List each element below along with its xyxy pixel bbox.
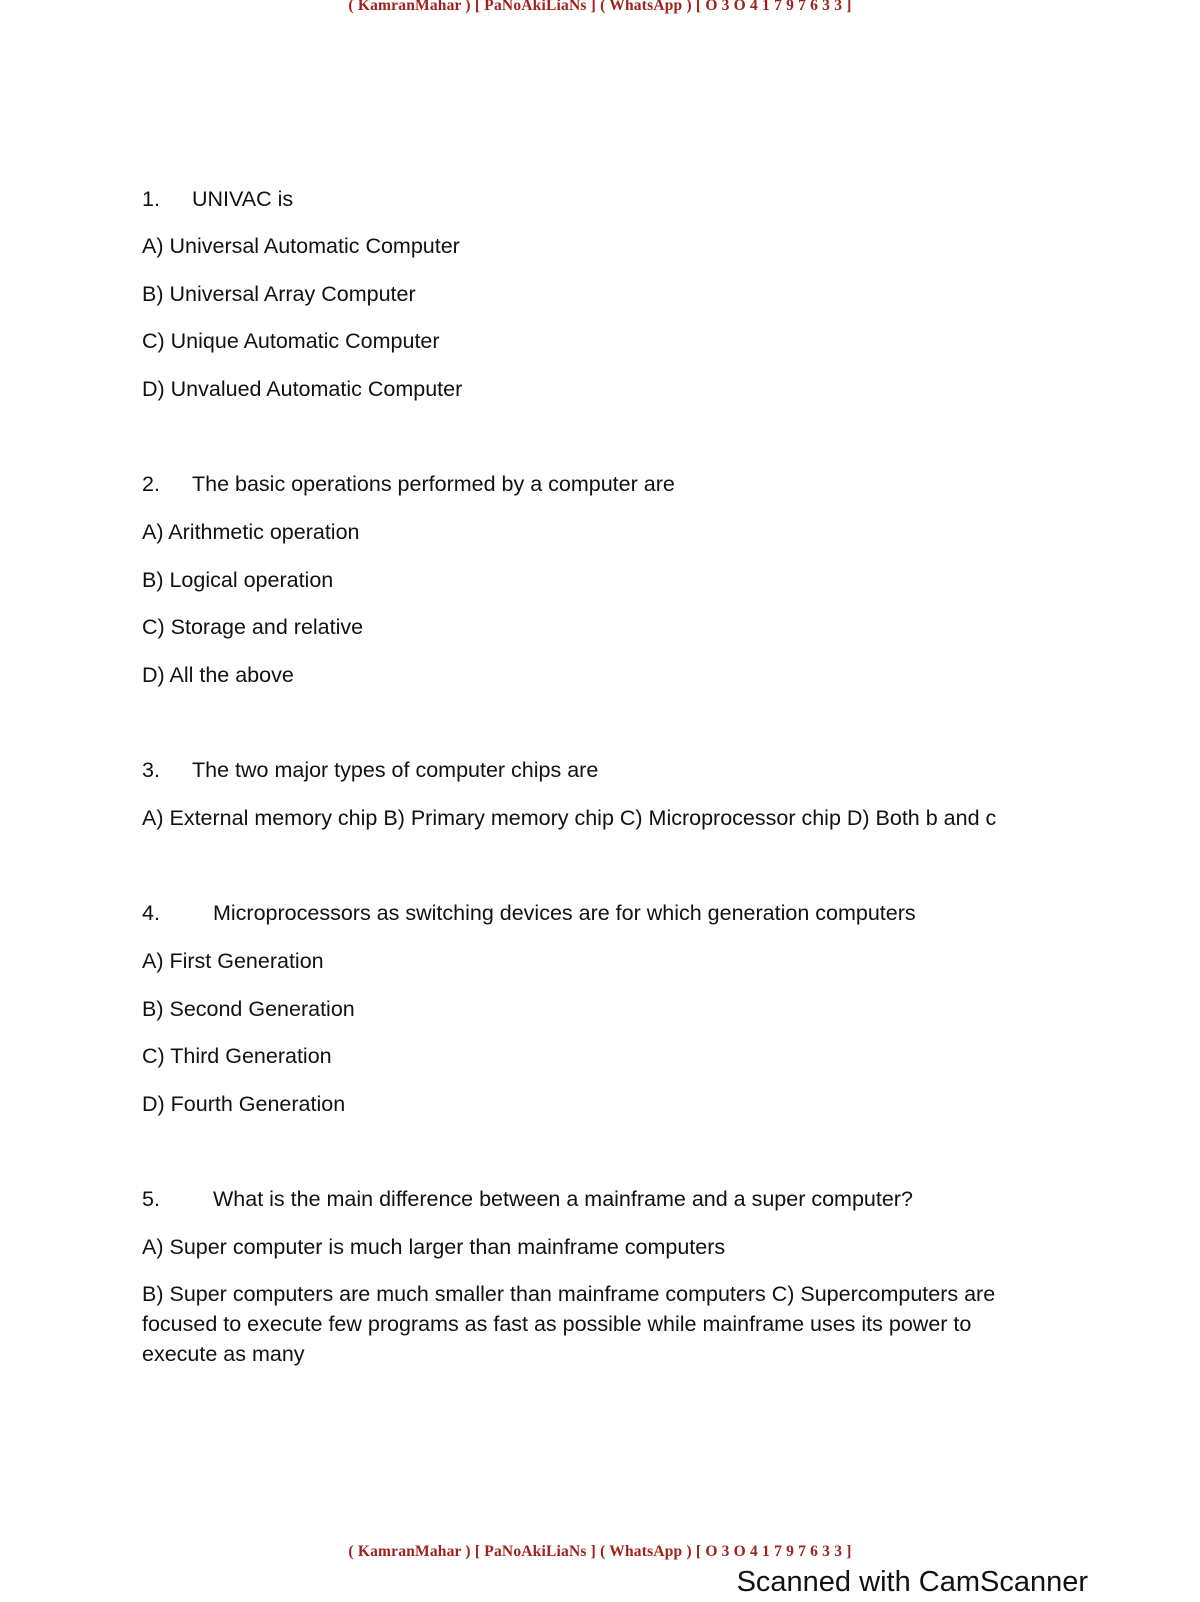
question-text: Microprocessors as switching devices are for which generation computers — [213, 901, 916, 925]
options-inline: A) External memory chip B) Primary memory chip C) Microprocessor chip D) Both b and c — [142, 806, 997, 830]
question-text: UNIVAC is — [192, 187, 294, 211]
footer-watermark: ( KamranMahar ) [ PaNoAkiLiaNs ] ( WhatsApp ) [ O 3 O 4 1 7 9 7 6 3 3 ] — [348, 1543, 852, 1560]
option: B) Logical operation — [142, 568, 334, 592]
question-1 — [142, 184, 293, 214]
option: B) Second Generation — [142, 997, 355, 1021]
question-number: 3. — [142, 758, 160, 782]
option: D) All the above — [142, 663, 294, 687]
question-number: 5. — [142, 1187, 160, 1211]
header-watermark: ( KamranMahar ) [ PaNoAkiLiaNs ] ( WhatsApp ) [ O 3 O 4 1 7 9 7 6 3 3 ] — [348, 0, 852, 14]
option: A) Arithmetic operation — [142, 520, 360, 544]
question-2 — [142, 469, 675, 499]
question-4 — [142, 898, 916, 928]
option: A) Super computer is much larger than mainframe computers — [142, 1235, 726, 1259]
question-text: The two major types of computer chips are — [192, 758, 599, 782]
option: A) Universal Automatic Computer — [142, 234, 460, 258]
question-text: The basic operations performed by a computer are — [192, 472, 675, 496]
option: A) First Generation — [142, 949, 324, 973]
option: D) Unvalued Automatic Computer — [142, 377, 463, 401]
question-number: 1. — [142, 187, 160, 211]
question-3 — [142, 755, 598, 785]
option: C) Storage and relative — [142, 615, 364, 639]
question-number: 2. — [142, 472, 160, 496]
question-text: What is the main difference between a mainframe and a super computer? — [213, 1187, 913, 1211]
option-paragraph: B) Super computers are much smaller than mainframe computers C) Supercomputers are focused to execute few programs as fast as possible while mainframe uses its power to execute as many — [142, 1282, 996, 1366]
option: C) Unique Automatic Computer — [142, 329, 440, 353]
option: B) Universal Array Computer — [142, 282, 416, 306]
scanner-label: Scanned with CamScanner — [736, 1566, 1088, 1598]
option: C) Third Generation — [142, 1044, 332, 1068]
question-5 — [142, 1184, 913, 1214]
option: D) Fourth Generation — [142, 1092, 346, 1116]
question-number: 4. — [142, 901, 160, 925]
